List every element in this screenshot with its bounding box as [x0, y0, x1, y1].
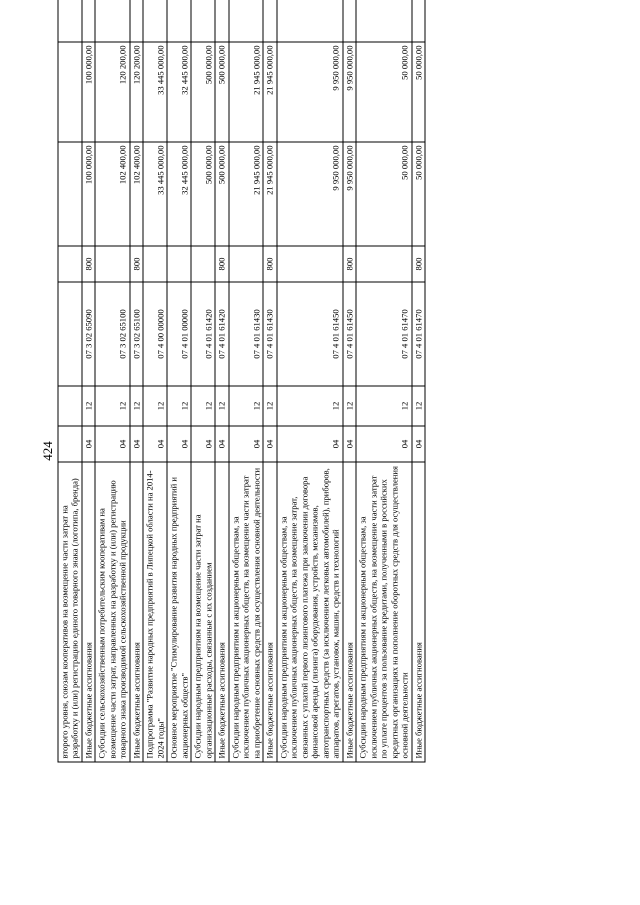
amount-year-1-cell: 21 945 000,00	[263, 142, 276, 246]
section-code-cell: 04	[167, 426, 191, 462]
subsection-code-cell: 12	[263, 386, 276, 426]
subsection-code-cell: 12	[215, 386, 228, 426]
target-article-cell: 07 4 01 61470	[412, 282, 425, 386]
subsection-code-cell: 12	[356, 386, 411, 426]
target-article-cell: 07 4 01 61430	[263, 282, 276, 386]
section-code-cell: 04	[130, 426, 143, 462]
row-name-cell: второго уровня, союзам кооперативов на возмещение части затрат на разработку и (или) регистрацию единого товарного знака (логотипа, бренда)	[58, 462, 82, 762]
section-code-cell: 04	[95, 426, 129, 462]
expense-type-cell	[58, 246, 82, 282]
table-row	[215, 0, 228, 762]
row-name-cell: Субсидии народным предприятиям и акционерным обществам, за исключением публичных акционерных обществ, на возмещение части затрат на приобретение основных средств для осуществления основной деятельности	[229, 462, 263, 762]
amount-year-3-cell	[143, 0, 167, 42]
target-article-cell: 07 4 01 00000	[167, 282, 191, 386]
expense-type-cell: 800	[412, 246, 425, 282]
table-row	[167, 0, 191, 762]
target-article-cell: 07 3 02 65100	[130, 282, 143, 386]
amount-year-1-cell: 50 000,00	[412, 142, 425, 246]
section-code-cell	[58, 426, 82, 462]
amount-year-2-cell: 21 945 000,00	[229, 42, 263, 142]
amount-year-3-cell	[82, 0, 95, 42]
amount-year-2-cell: 33 445 000,00	[143, 42, 167, 142]
row-name-cell: Иные бюджетные ассигнования	[130, 462, 143, 762]
section-code-cell: 04	[229, 426, 263, 462]
target-article-cell: 07 4 00 00000	[143, 282, 167, 386]
subsection-code-cell	[58, 386, 82, 426]
row-name-cell: Иные бюджетные ассигнования	[215, 462, 228, 762]
expense-type-cell	[95, 246, 129, 282]
table-row	[263, 0, 276, 762]
expense-type-cell	[229, 246, 263, 282]
budget-table-body	[58, 0, 425, 762]
expense-type-cell: 800	[215, 246, 228, 282]
expense-type-cell	[143, 246, 167, 282]
amount-year-1-cell: 102 400,00	[130, 142, 143, 246]
amount-year-3-cell	[356, 0, 411, 42]
row-name-cell: Основное мероприятие "Стимулирование развития народных предприятий и акционерных обществ"	[167, 462, 191, 762]
target-article-cell: 07 4 01 61420	[215, 282, 228, 386]
amount-year-1-cell: 32 445 000,00	[167, 142, 191, 246]
amount-year-1-cell: 9 950 000,00	[343, 142, 356, 246]
table-row	[356, 0, 411, 762]
amount-year-2-cell: 50 000,00	[356, 42, 411, 142]
expense-type-cell	[277, 246, 343, 282]
row-name-cell: Субсидии народным предприятиям и акционерным обществам, за исключением публичных акционерных обществ, на возмещение части затрат по уплате процентов за пользование кредитами, полученными в российских кредитных организациях на пополнение оборотных средств для осуществления основной деятельности	[356, 462, 411, 762]
amount-year-3-cell	[167, 0, 191, 42]
section-code-cell: 04	[191, 426, 215, 462]
row-name-cell: Иные бюджетные ассигнования	[82, 462, 95, 762]
amount-year-2-cell: 500 000,00	[191, 42, 215, 142]
amount-year-3-cell	[130, 0, 143, 42]
target-article-cell: 07 4 01 61450	[277, 282, 343, 386]
table-row	[412, 0, 425, 762]
expense-type-cell: 800	[343, 246, 356, 282]
row-name-cell: Субсидии народным предприятиям и акционерным обществам, за исключением публичных акционерных обществ, на возмещение затрат, связанных с уплатой первого лизингового платежа при заключении договора финансовой аренды (лизинга) оборудования, устройств, механизмов, автотранспортных средств (за исключением легковых автомобилей), приборов, аппаратов, агрегатов, установок, машин, средств и технологий	[277, 462, 343, 762]
expense-type-cell: 800	[130, 246, 143, 282]
subsection-code-cell: 12	[412, 386, 425, 426]
section-code-cell: 04	[277, 426, 343, 462]
expense-type-cell	[356, 246, 411, 282]
table-row	[277, 0, 343, 762]
amount-year-1-cell: 21 945 000,00	[229, 142, 263, 246]
amount-year-3-cell	[95, 0, 129, 42]
subsection-code-cell: 12	[82, 386, 95, 426]
subsection-code-cell: 12	[143, 386, 167, 426]
amount-year-1-cell: 9 950 000,00	[277, 142, 343, 246]
row-name-cell: Иные бюджетные ассигнования	[412, 462, 425, 762]
subsection-code-cell: 12	[277, 386, 343, 426]
amount-year-1-cell: 102 400,00	[95, 142, 129, 246]
amount-year-1-cell: 500 000,00	[191, 142, 215, 246]
amount-year-2-cell	[58, 42, 82, 142]
table-row	[191, 0, 215, 762]
table-row	[58, 0, 82, 762]
table-row	[82, 0, 95, 762]
section-code-cell: 04	[343, 426, 356, 462]
target-article-cell	[58, 282, 82, 386]
amount-year-2-cell: 50 000,00	[412, 42, 425, 142]
row-name-cell: Подпрограмма "Развитие народных предприятий в Липецкой области на 2014-2024 годы"	[143, 462, 167, 762]
budget-table	[58, 0, 426, 763]
expense-type-cell: 800	[82, 246, 95, 282]
amount-year-3-cell	[412, 0, 425, 42]
subsection-code-cell: 12	[95, 386, 129, 426]
target-article-cell: 07 4 01 61430	[229, 282, 263, 386]
expense-type-cell	[167, 246, 191, 282]
section-code-cell: 04	[143, 426, 167, 462]
amount-year-1-cell: 50 000,00	[356, 142, 411, 246]
subsection-code-cell: 12	[167, 386, 191, 426]
target-article-cell: 07 4 01 61450	[343, 282, 356, 386]
subsection-code-cell: 12	[343, 386, 356, 426]
amount-year-3-cell	[215, 0, 228, 42]
amount-year-3-cell	[191, 0, 215, 42]
table-row	[229, 0, 263, 762]
amount-year-2-cell: 32 445 000,00	[167, 42, 191, 142]
amount-year-2-cell: 500 000,00	[215, 42, 228, 142]
amount-year-1-cell: 100 000,00	[82, 142, 95, 246]
amount-year-3-cell	[58, 0, 82, 42]
table-row	[130, 0, 143, 762]
amount-year-1-cell: 33 445 000,00	[143, 142, 167, 246]
amount-year-2-cell: 120 200,00	[130, 42, 143, 142]
rotated-page	[58, 0, 583, 763]
expense-type-cell	[191, 246, 215, 282]
amount-year-2-cell: 9 950 000,00	[343, 42, 356, 142]
amount-year-2-cell: 21 945 000,00	[263, 42, 276, 142]
amount-year-3-cell	[263, 0, 276, 42]
row-name-cell: Иные бюджетные ассигнования	[343, 462, 356, 762]
table-row	[343, 0, 356, 762]
page-number: 424	[40, 441, 55, 461]
target-article-cell: 07 4 01 61420	[191, 282, 215, 386]
subsection-code-cell: 12	[191, 386, 215, 426]
subsection-code-cell: 12	[229, 386, 263, 426]
amount-year-3-cell	[229, 0, 263, 42]
row-name-cell: Иные бюджетные ассигнования	[263, 462, 276, 762]
expense-type-cell: 800	[263, 246, 276, 282]
amount-year-2-cell: 9 950 000,00	[277, 42, 343, 142]
target-article-cell: 07 3 02 65100	[95, 282, 129, 386]
amount-year-2-cell: 120 200,00	[95, 42, 129, 142]
subsection-code-cell: 12	[130, 386, 143, 426]
section-code-cell: 04	[412, 426, 425, 462]
row-name-cell: Субсидии сельскохозяйственным потребительским кооперативам на возмещение части затрат, направленных на разработку и (или) регистрацию товарного знака производимой сельскохозяйственной продукции	[95, 462, 129, 762]
amount-year-2-cell: 100 000,00	[82, 42, 95, 142]
section-code-cell: 04	[356, 426, 411, 462]
amount-year-3-cell	[343, 0, 356, 42]
target-article-cell: 07 4 01 61470	[356, 282, 411, 386]
target-article-cell: 07 3 02 65090	[82, 282, 95, 386]
amount-year-1-cell	[58, 142, 82, 246]
row-name-cell: Субсидии народным предприятиям на возмещение части затрат на организационные расходы, связанные с их созданием	[191, 462, 215, 762]
section-code-cell: 04	[263, 426, 276, 462]
amount-year-3-cell	[277, 0, 343, 42]
section-code-cell: 04	[82, 426, 95, 462]
amount-year-1-cell: 500 000,00	[215, 142, 228, 246]
table-row	[143, 0, 167, 762]
table-row	[95, 0, 129, 762]
section-code-cell: 04	[215, 426, 228, 462]
